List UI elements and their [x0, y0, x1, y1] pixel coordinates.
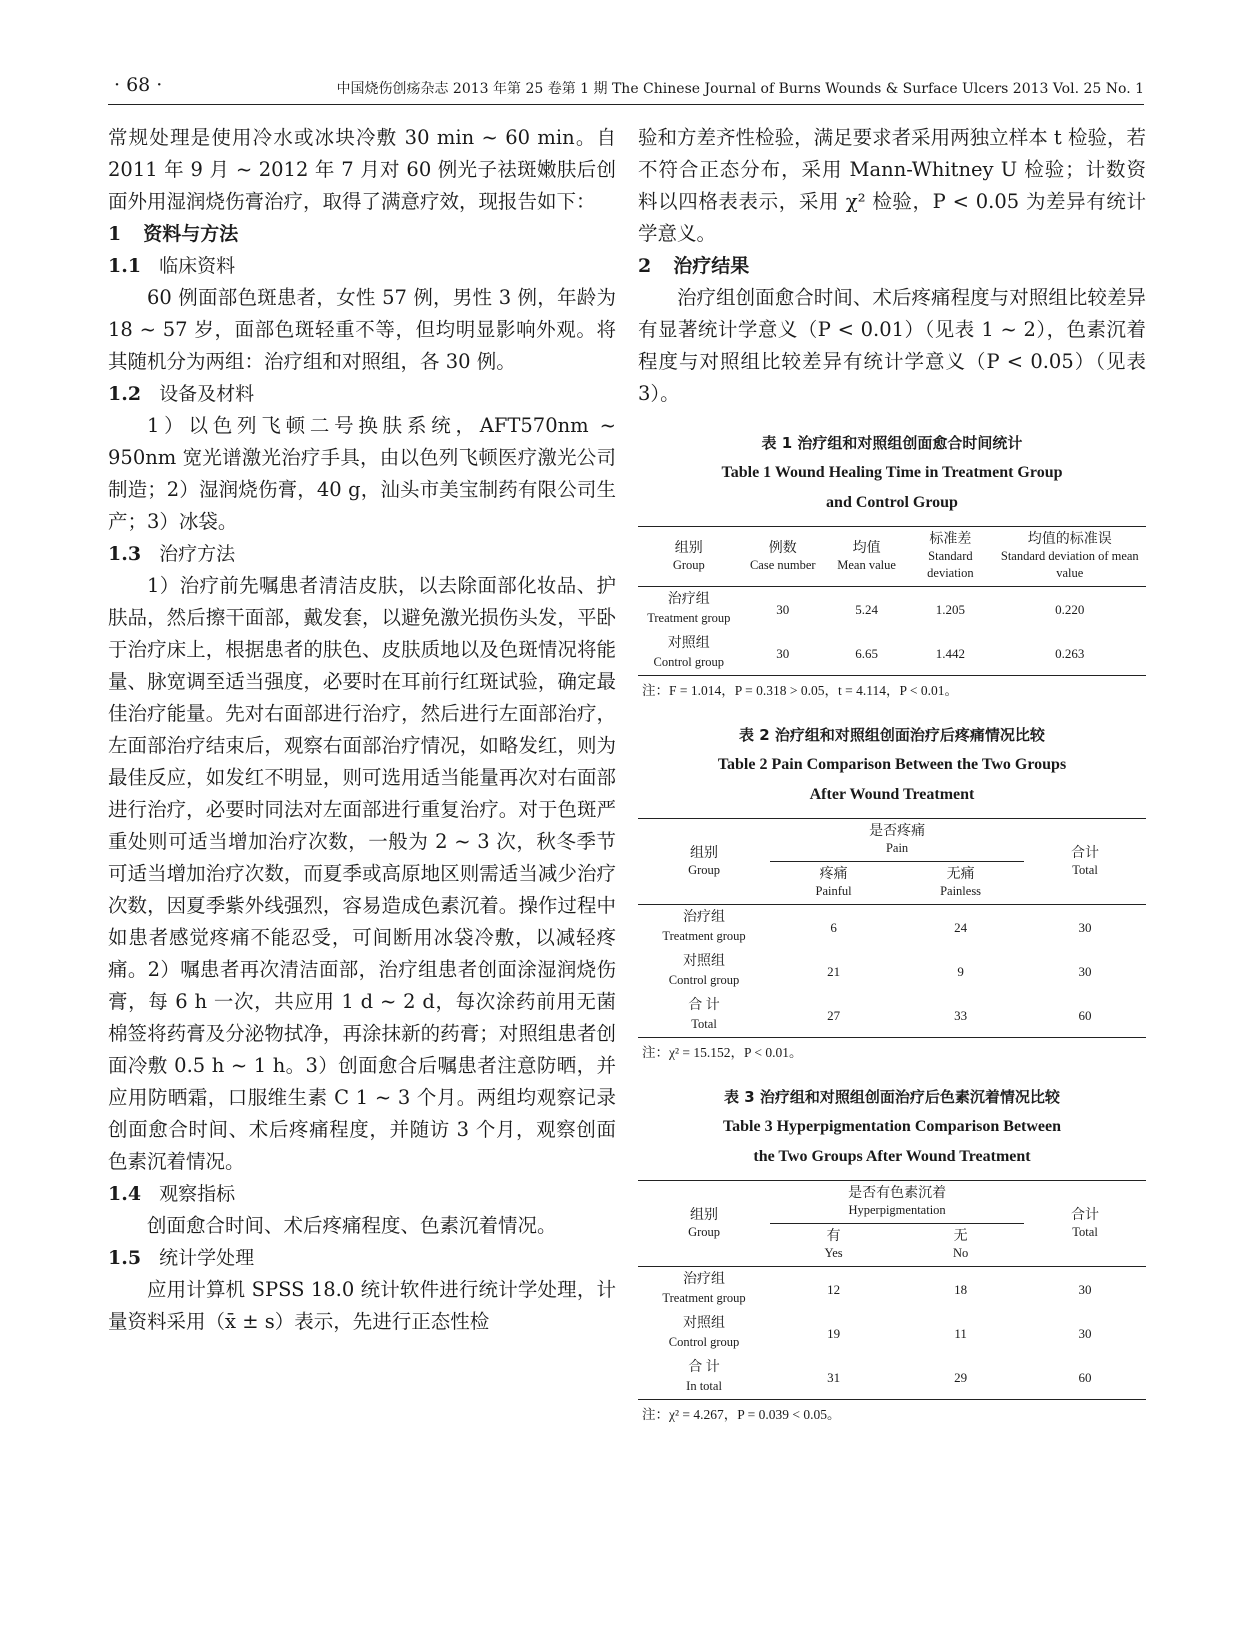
section-title: 临床资料 — [159, 255, 236, 277]
results-paragraph: 治疗组创面愈合时间、术后疼痛程度与对照组比较差异有显著统计学意义（P < 0.01）（见表 1 ~ 2），色素沉着程度与对照组比较差异有统计学意义（P < 0.05）（见表 3）。 — [638, 286, 1146, 405]
value-cell: 24 — [954, 919, 968, 935]
page-header — [108, 74, 1144, 104]
table-header-cell: 合计 Total — [1024, 1181, 1146, 1267]
table-header-cell: 合计 Total — [1024, 819, 1146, 905]
value-cell: 30 — [1078, 1325, 1092, 1341]
value-cell: 11 — [954, 1325, 967, 1341]
section-2-heading — [638, 250, 1146, 282]
section-title: 治疗方法 — [159, 543, 236, 565]
section-1-3-heading — [108, 538, 616, 570]
group-cell: 合 计 In total — [686, 1360, 722, 1393]
section-number: 2 — [638, 255, 652, 277]
section-title: 观察指标 — [159, 1183, 236, 1205]
table-row — [638, 631, 1146, 676]
table-3 — [638, 1082, 1146, 1428]
section-1-5-heading — [108, 1242, 616, 1274]
table-caption-en: and Control Group — [826, 494, 958, 511]
table-row — [638, 905, 1146, 950]
value-cell: 30 — [1078, 919, 1092, 935]
intro-paragraph: 常规处理是使用冷水或冰块冷敷 30 min ~ 60 min。自 2011 年 9 月 ~ 2012 年 7 月对 60 例光子祛斑嫩肤后创面外用湿润烧伤膏治疗，取得了满意疗效，现报告如下： — [108, 126, 616, 213]
table-caption-en: Table 2 Pain Comparison Between the Two Groups — [717, 756, 1067, 773]
value-cell: 21 — [827, 963, 841, 979]
materials-paragraph: 1）以色列飞顿二号换肤系统，AFT570nm ~ 950nm 宽光谱激光治疗手具，由以色列飞顿医疗激光公司制造；2）湿润烧伤膏，40 g，汕头市美宝制药有限公司生产；3）冰袋。 — [108, 414, 616, 533]
value-cell: 6 — [830, 919, 837, 935]
table-header-cell: 组别 Group — [638, 527, 740, 587]
table-caption-en: Table 1 Wound Healing Time in Treatment Group — [721, 464, 1063, 481]
table-note: 注：χ² = 4.267，P = 0.039 < 0.05。 — [642, 1407, 841, 1422]
table-row — [638, 587, 1146, 632]
table-caption-cn: 表 3 治疗组和对照组创面治疗后色素沉着情况比较 — [724, 1088, 1060, 1106]
table-row — [638, 1267, 1146, 1312]
running-head: 中国烧伤创疡杂志 2013 年第 25 卷第 1 期 The Chinese Journal of Burns Wounds & Surface Ulcers 2013 Vol. 25 No. 1 — [336, 81, 1144, 97]
table-header-cell: 标准差 Standard deviation — [907, 527, 993, 587]
value-cell: 33 — [954, 1007, 968, 1023]
value-cell: 60 — [1078, 1369, 1092, 1385]
section-number: 1.4 — [108, 1183, 142, 1205]
left-column — [108, 122, 616, 1338]
table-caption-en: After Wound Treatment — [809, 786, 975, 803]
table-row — [638, 993, 1146, 1038]
table-header-cell: 有 Yes — [770, 1224, 897, 1267]
table-1 — [638, 428, 1146, 704]
section-1-2-heading — [108, 378, 616, 410]
header-rule — [108, 104, 1144, 105]
value-cell: 31 — [827, 1369, 841, 1385]
right-column — [638, 122, 1146, 1428]
table-row — [638, 1311, 1146, 1355]
group-cell: 对照组 Control group — [653, 636, 725, 669]
page-number: · 68 · — [114, 74, 163, 96]
table-header-cell: 均值 Mean value — [826, 527, 907, 587]
table-header-cell: 例数 Case number — [740, 527, 826, 587]
table-caption-en: Table 3 Hyperpigmentation Comparison Between — [722, 1118, 1062, 1135]
value-cell: 30 — [776, 601, 790, 617]
table-2 — [638, 720, 1146, 1066]
table-caption-cn: 表 2 治疗组和对照组创面治疗后疼痛情况比较 — [739, 726, 1045, 744]
indicators-paragraph: 创面愈合时间、术后疼痛程度、色素沉着情况。 — [147, 1214, 557, 1237]
section-1-4-heading — [108, 1178, 616, 1210]
section-title: 统计学处理 — [159, 1247, 255, 1269]
value-cell: 5.24 — [855, 601, 878, 617]
table-header-cell: 疼痛 Painful — [770, 862, 897, 905]
table-header-cell: 无 No — [897, 1224, 1024, 1267]
section-number: 1 — [108, 223, 122, 245]
table-header-cell: 组别 Group — [638, 1181, 770, 1267]
section-1-heading — [108, 218, 616, 250]
table-caption-cn: 表 1 治疗组和对照组创面愈合时间统计 — [761, 434, 1023, 452]
pain-table — [638, 818, 1146, 1038]
value-cell: 18 — [954, 1281, 968, 1297]
section-title: 资料与方法 — [143, 223, 239, 245]
table-header-cell: 无痛 Painless — [897, 862, 1024, 905]
value-cell: 19 — [827, 1325, 841, 1341]
value-cell: 1.442 — [935, 645, 966, 661]
section-1-1-heading — [108, 250, 616, 282]
value-cell: 1.205 — [935, 601, 966, 617]
table-header-cell: 是否疼痛 Pain — [770, 819, 1024, 862]
section-title: 设备及材料 — [159, 383, 255, 405]
section-number: 1.1 — [108, 255, 142, 277]
group-cell: 对照组 Control group — [668, 1316, 740, 1349]
statistics-continued-paragraph: 验和方差齐性检验，满足要求者采用两独立样本 t 检验，若不符合正态分布，采用 Mann-Whitney U 检验；计数资料以四格表表示，采用 χ² 检验，P < 0.05 为差异有统计学意义。 — [638, 126, 1146, 245]
methods-paragraph: 1）治疗前先嘱患者清洁皮肤，以去除面部化妆品、护肤品，然后擦干面部，戴发套，以避免激光损伤头发，平卧于治疗床上，根据患者的肤色、皮肤质地以及色斑情况将能量、脉宽调至适当强度，必要时在耳前行红斑试验，确定最佳治疗能量。先对右面部进行治疗，然后进行左面部治疗，左面部治疗结束后，观察右面部治疗情况，如略发红，则为最佳反应，如发红不明显，则可选用适当能量再次对右面部进行治疗，必要时同法对左面部进行重复治疗。对于色斑严重处则可适当增加治疗次数，一般为 2 ~ 3 次，秋冬季节可适当增加治疗次数，而夏季或高原地区则需适当减少治疗次数，因夏季紫外线强烈，容易造成色素沉着。操作过程中如患者感觉疼痛不能忍受，可间断用冰袋冷敷，以减轻疼痛。2）嘱患者再次清洁面部，治疗组患者创面涂湿润烧伤膏，每 6 h 一次，共应用 1 d ~ 2 d，每次涂药前用无菌棉签将药膏及分泌物拭净，再涂抹新的药膏；对照组患者创面冷敷 0.5 h ~ 1 h。3）创面愈合后嘱患者注意防晒，并应用防晒霜，口服维生素 C 1 ~ 3 个月。两组均观察记录创面愈合时间、术后疼痛程度，并随访 3 个月，观察创面色素沉着情况。 — [108, 574, 616, 1173]
table-note: 注：χ² = 15.152，P < 0.01。 — [642, 1045, 803, 1060]
section-number: 1.2 — [108, 383, 142, 405]
value-cell: 6.65 — [855, 645, 878, 661]
section-title: 治疗结果 — [673, 255, 750, 277]
value-cell: 27 — [827, 1007, 841, 1023]
value-cell: 29 — [954, 1369, 968, 1385]
clinical-data-paragraph: 60 例面部色斑患者，女性 57 例，男性 3 例，年龄为 18 ~ 57 岁，面部色斑轻重不等，但均明显影响外观。将其随机分为两组：治疗组和对照组，各 30 例。 — [108, 286, 616, 373]
table-header-cell: 均值的标准误 Standard deviation of mean value — [994, 527, 1146, 587]
value-cell: 60 — [1078, 1007, 1092, 1023]
group-cell: 治疗组 Treatment group — [647, 592, 731, 625]
table-note: 注：F = 1.014，P = 0.318 > 0.05，t = 4.114，P < 0.01。 — [642, 683, 958, 698]
hyperpigmentation-table — [638, 1180, 1146, 1400]
section-number: 1.3 — [108, 543, 142, 565]
table-header-cell: 是否有色素沉着 Hyperpigmentation — [770, 1181, 1024, 1224]
table-row — [638, 1355, 1146, 1400]
value-cell: 30 — [1078, 1281, 1092, 1297]
value-cell: 0.220 — [1055, 601, 1085, 617]
statistics-paragraph: 应用计算机 SPSS 18.0 统计软件进行统计学处理，计量资料采用（x̄ ± s）表示，先进行正态性检 — [108, 1278, 616, 1333]
value-cell: 30 — [1078, 963, 1092, 979]
group-cell: 治疗组 Treatment group — [662, 1272, 746, 1305]
table-caption-en: the Two Groups After Wound Treatment — [753, 1148, 1031, 1165]
group-cell: 合 计 Total — [688, 998, 720, 1031]
value-cell: 0.263 — [1055, 645, 1085, 661]
table-row — [638, 949, 1146, 993]
value-cell: 9 — [957, 963, 964, 979]
value-cell: 12 — [827, 1281, 841, 1297]
section-number: 1.5 — [108, 1247, 142, 1269]
table-header-cell: 组别 Group — [638, 819, 770, 905]
group-cell: 对照组 Control group — [668, 954, 740, 987]
group-cell: 治疗组 Treatment group — [662, 910, 746, 943]
healing-time-table — [638, 526, 1146, 676]
value-cell: 30 — [776, 645, 790, 661]
